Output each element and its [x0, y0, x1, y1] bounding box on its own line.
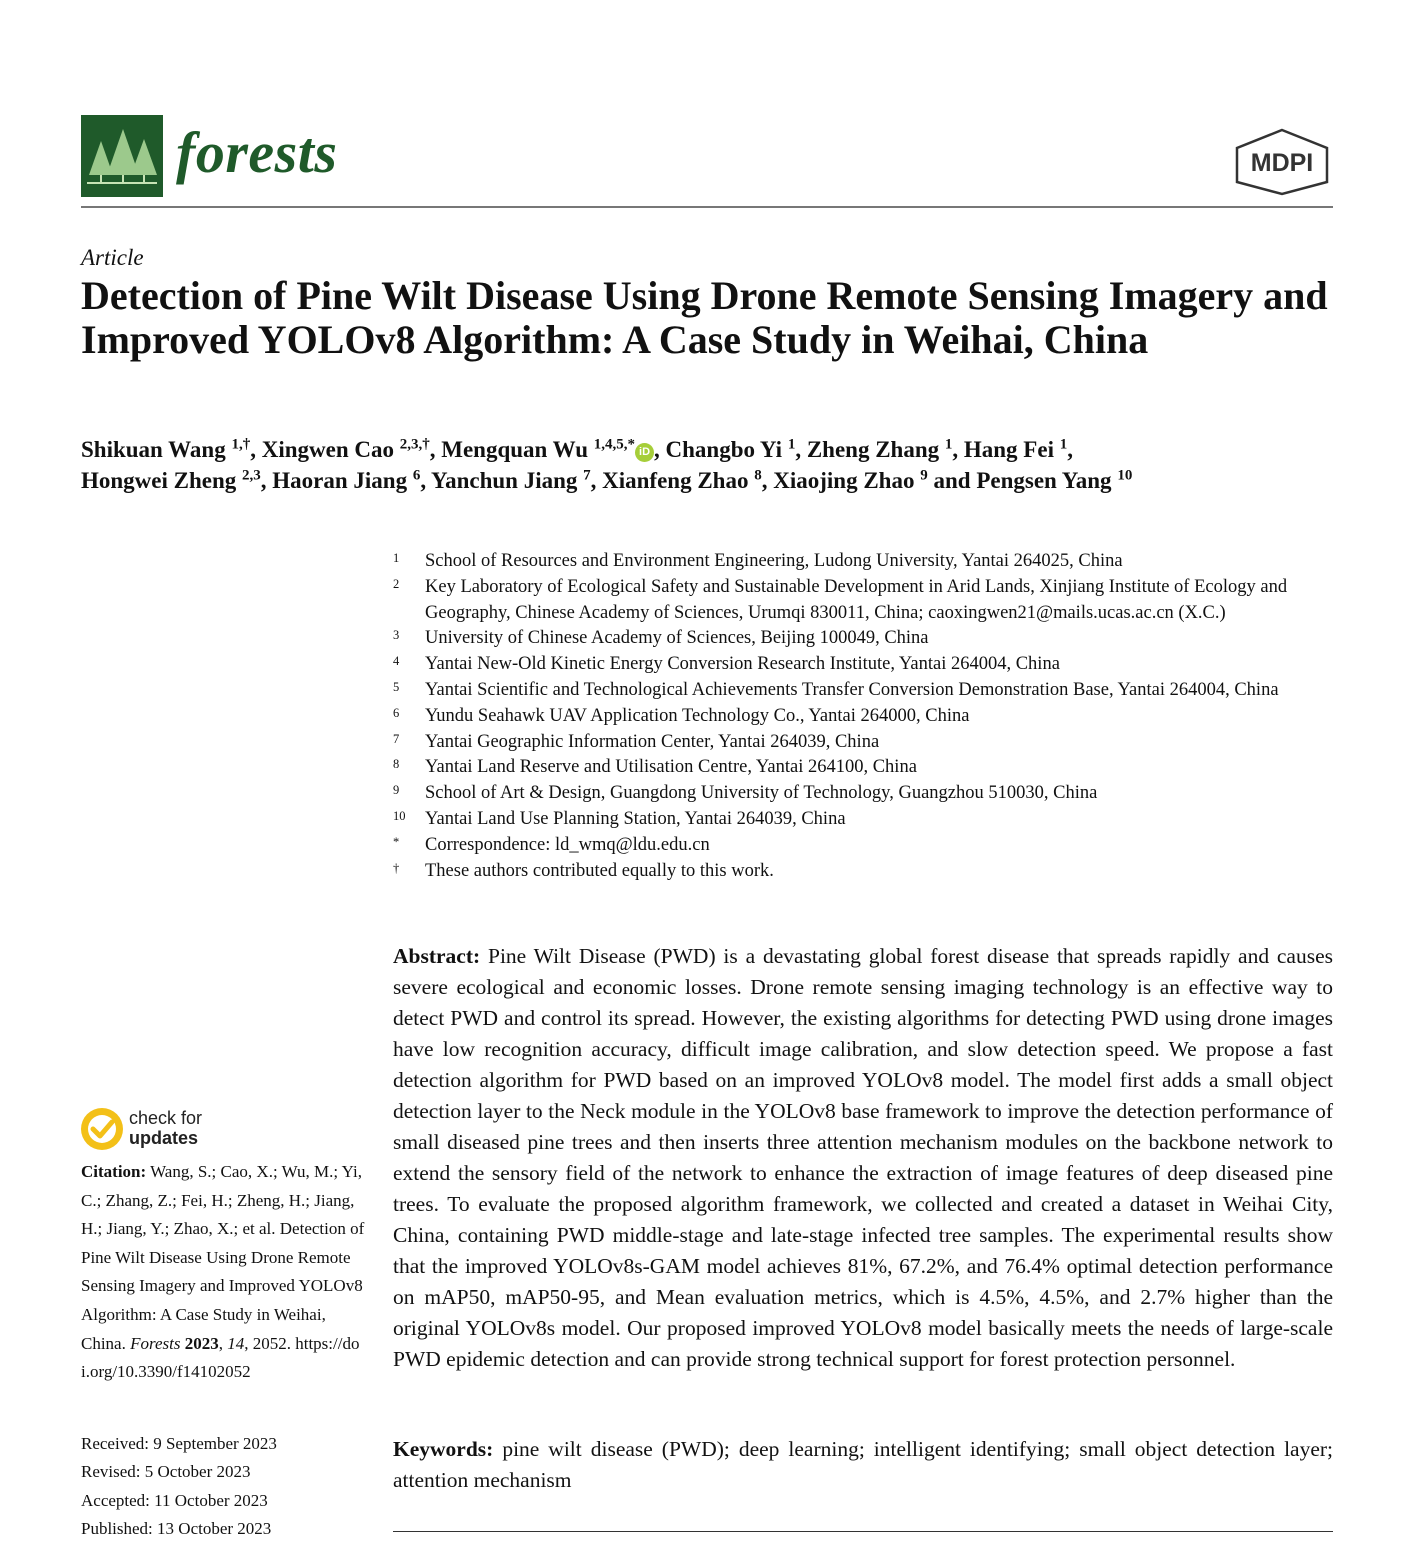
affiliation-number: 4: [393, 654, 400, 669]
author-separator: ,: [250, 437, 262, 462]
author-name: Hongwei Zheng: [81, 468, 237, 493]
affiliation-number: 2: [393, 576, 400, 591]
citation-doi-link[interactable]: https://doi.org/10.3390/f14102052: [81, 1333, 360, 1382]
affiliation-item: [393, 781, 1338, 807]
affiliation-text: Yantai Scientific and Technological Achievements Transfer Conversion Demonstration Base, Yantai 264004, China: [425, 679, 1279, 700]
date-label: Accepted:: [81, 1490, 150, 1510]
date-row: [81, 1458, 366, 1486]
affiliation-text: School of Art & Design, Guangdong University of Technology, Guangzhou 510030, China: [425, 783, 1098, 804]
author-affiliation-marker: 1,†: [231, 436, 251, 453]
author-affiliation-marker: 7: [583, 467, 591, 484]
journal-name: forests: [176, 120, 338, 185]
date-row: [81, 1515, 366, 1543]
citation-article: , 2052.: [244, 1333, 291, 1353]
affiliations: [393, 549, 1338, 884]
affiliation-number: 10: [393, 808, 406, 823]
affiliation-item: [393, 833, 1338, 859]
date-label: Received:: [81, 1434, 149, 1453]
orcid-icon[interactable]: iD: [635, 443, 654, 462]
abstract: [393, 941, 1333, 1375]
affiliation-number: *: [393, 834, 400, 849]
affiliation-number: 1: [393, 551, 400, 565]
author-name: Haoran Jiang: [272, 468, 408, 493]
author-name: Changbo Yi: [665, 437, 783, 462]
affiliation-item: [393, 678, 1338, 704]
author-affiliation-marker: 2,3: [242, 467, 261, 484]
author-name: Xiaojing Zhao: [773, 468, 915, 493]
author-name: Xianfeng Zhao: [602, 468, 749, 493]
affiliation-number: 9: [393, 783, 400, 798]
check-for-updates-label[interactable]: check for: [129, 1108, 203, 1128]
author-affiliation-marker: 1: [787, 436, 796, 453]
affiliation-text: University of Chinese Academy of Sciences, Beijing 100049, China: [425, 628, 929, 649]
affiliation-text: Yantai New-Old Kinetic Energy Conversion Research Institute, Yantai 264004, China: [425, 654, 1060, 675]
citation-text: Wang, S.; Cao, X.; Wu, M.; Yi, C.; Zhang, Z.; Fei, H.; Zheng, H.; Jiang, H.; Jiang, Y.; Zhao, X.; et al. Detection of Pine Wilt Disease Using Drone Remote Sensing Imagery and Improved YOLOv8 Algorithm: A Case Study in Weihai, China.: [81, 1162, 365, 1353]
citation-year: 2023: [184, 1333, 219, 1353]
affiliation-item: [393, 549, 1338, 575]
publisher-name: MDPI: [1250, 149, 1314, 177]
keywords-text: pine wilt disease (PWD); deep learning; intelligent identifying; small object detection layer; attention mechanism: [393, 1437, 1334, 1492]
author-name: Pengsen Yang: [976, 468, 1112, 493]
author-affiliation-marker: 10: [1117, 467, 1133, 484]
date-value: 5 October 2023: [144, 1462, 251, 1482]
author-affiliation-marker: 6: [412, 467, 421, 484]
article-type: Article: [81, 245, 144, 270]
forest-trees-icon: [81, 115, 163, 197]
check-for-updates-icon[interactable]: [81, 1108, 123, 1150]
author-separator: ,: [590, 468, 603, 493]
header-divider: [81, 206, 1333, 208]
check-for-updates-label-bold[interactable]: updates: [129, 1128, 199, 1148]
author-affiliation-marker: 1: [1059, 436, 1068, 453]
affiliation-item: [393, 730, 1338, 756]
affiliation-text: Key Laboratory of Ecological Safety and Sustainable Development in Arid Lands, Xinjiang Institute of Ecology and Geography, Chinese Academy of Sciences, Urumqi 830011, China; caoxingwen21@mails.ucas.ac.cn (X.C.): [425, 576, 1288, 623]
abstract-label: Abstract:: [393, 944, 481, 968]
date-row: [81, 1430, 366, 1458]
affiliation-item: [393, 626, 1338, 652]
author-separator: ,: [1067, 437, 1073, 462]
mdpi-logo: [1232, 127, 1332, 197]
author-separator: ,: [795, 437, 807, 462]
affiliation-item: [393, 807, 1338, 833]
author-name: Hang Fei: [963, 437, 1054, 462]
date-value: 13 October 2023: [157, 1519, 272, 1539]
author-affiliation-marker: 1: [944, 436, 953, 453]
affiliation-item: [393, 704, 1338, 730]
affiliation-text: Correspondence: ld_wmq@ldu.edu.cn: [425, 834, 710, 855]
date-label: Revised:: [81, 1462, 141, 1482]
affiliation-text: These authors contributed equally to this work.: [425, 860, 774, 881]
author-list: [81, 434, 1331, 496]
date-value: 9 September 2023: [153, 1434, 277, 1453]
author-separator: ,: [761, 468, 774, 493]
author-affiliation-marker: 9: [920, 467, 928, 484]
citation-journal: Forests: [130, 1333, 181, 1353]
affiliation-text: School of Resources and Environment Engineering, Ludong University, Yantai 264025, China: [425, 551, 1123, 571]
author-separator: ,: [420, 468, 432, 493]
citation-volume: 14: [227, 1333, 245, 1353]
author-name: Shikuan Wang: [81, 437, 226, 462]
affiliation-item: [393, 652, 1338, 678]
affiliation-text: Yantai Geographic Information Center, Yantai 264039, China: [425, 731, 880, 752]
abstract-text: Pine Wilt Disease (PWD) is a devastating global forest disease that spreads rapidly and causes severe ecological and economic losses. Drone remote sensing imaging technology is an effective way to detect PWD and control its spread. However, the existing algorithms for detecting PWD using drone images have low recognition accuracy, difficult image calibration, and slow detection speed. We propose a fast detection algorithm for PWD based on an improved YOLOv8 model. The model first adds a small object detection layer to the Neck module in the YOLOv8 base framework to improve the detection performance of small diseased pine trees and then inserts three attention mechanism modules on the backbone network to extend the sensory field of the network to enhance the extraction of image features of deep diseased pine trees. To evaluate the proposed algorithm framework, we collected and created a dataset in Weihai City, China, containing PWD middle-stage and late-stage infected tree samples. The experimental results show that the improved YOLOv8s-GAM model achieves 81%, 67.2%, and 76.4% optimal detection performance on mAP50, mAP50-95, and Mean evaluation metrics, which is 4.5%, 4.5%, and 2.7% higher than the original YOLOv8s model. Our proposed improved YOLOv8 model basically meets the needs of large-scale PWD epidemic detection and can provide strong technical support for forest protection personnel.: [393, 944, 1333, 1371]
publication-dates: [81, 1430, 366, 1544]
journal-logo: [81, 115, 163, 197]
keywords: [393, 1434, 1333, 1496]
paper-title: Detection of Pine Wilt Disease Using Drone Remote Sensing Imagery and Improved YOLOv8 Algorithm: A Case Study in Weihai, China: [81, 273, 1328, 362]
author-affiliation-marker: 8: [754, 467, 762, 484]
affiliation-text: Yundu Seahawk UAV Application Technology Co., Yantai 264000, China: [425, 705, 970, 726]
author-name: Zheng Zhang: [806, 437, 940, 462]
affiliation-number: †: [393, 860, 400, 875]
date-label: Published:: [81, 1519, 153, 1539]
affiliation-number: 8: [393, 757, 400, 772]
author-name: Yanchun Jiang: [431, 468, 578, 493]
author-name: Mengquan Wu: [441, 437, 589, 462]
citation: Citation: Wang, S.; Cao, X.; Wu, M.; Yi, C.; Zhang, Z.; Fei, H.; Zheng, H.; Jiang, H.; Jiang, Y.; Zhao, X.; et al. Detection of Pine Wilt Disease Using Drone Remote Sensing Imagery and Improved YOLOv8 Algorithm: A Case Study in Weihai, China. Forests 2023, 14, 2052. https://doi.org/10.3390/f14102052: [81, 1162, 365, 1382]
citation-label: Citation:: [81, 1162, 147, 1181]
affiliation-number: 3: [393, 628, 400, 643]
author-affiliation-marker: 1,4,5,*: [593, 436, 636, 453]
date-value: 11 October 2023: [154, 1490, 268, 1510]
affiliation-text: Yantai Land Reserve and Utilisation Centre, Yantai 264100, China: [425, 757, 917, 778]
author-name: Xingwen Cao: [261, 437, 394, 462]
bottom-divider: [393, 1531, 1333, 1532]
author-separator: ,: [260, 468, 273, 493]
author-separator: ,: [952, 437, 964, 462]
affiliation-number: 6: [393, 705, 400, 720]
author-separator: ,: [654, 437, 666, 462]
author-separator: ,: [429, 437, 442, 462]
affiliation-number: 7: [393, 731, 400, 746]
affiliation-item: [393, 755, 1338, 781]
author-affiliation-marker: 2,3,†: [399, 436, 430, 453]
affiliation-number: 5: [393, 679, 400, 694]
keywords-label: Keywords:: [393, 1437, 494, 1461]
date-row: [81, 1487, 366, 1515]
affiliation-text: Yantai Land Use Planning Station, Yantai 264039, China: [425, 808, 846, 829]
affiliation-item: [393, 575, 1338, 627]
author-separator: and: [927, 468, 977, 493]
affiliation-item: [393, 859, 1338, 885]
